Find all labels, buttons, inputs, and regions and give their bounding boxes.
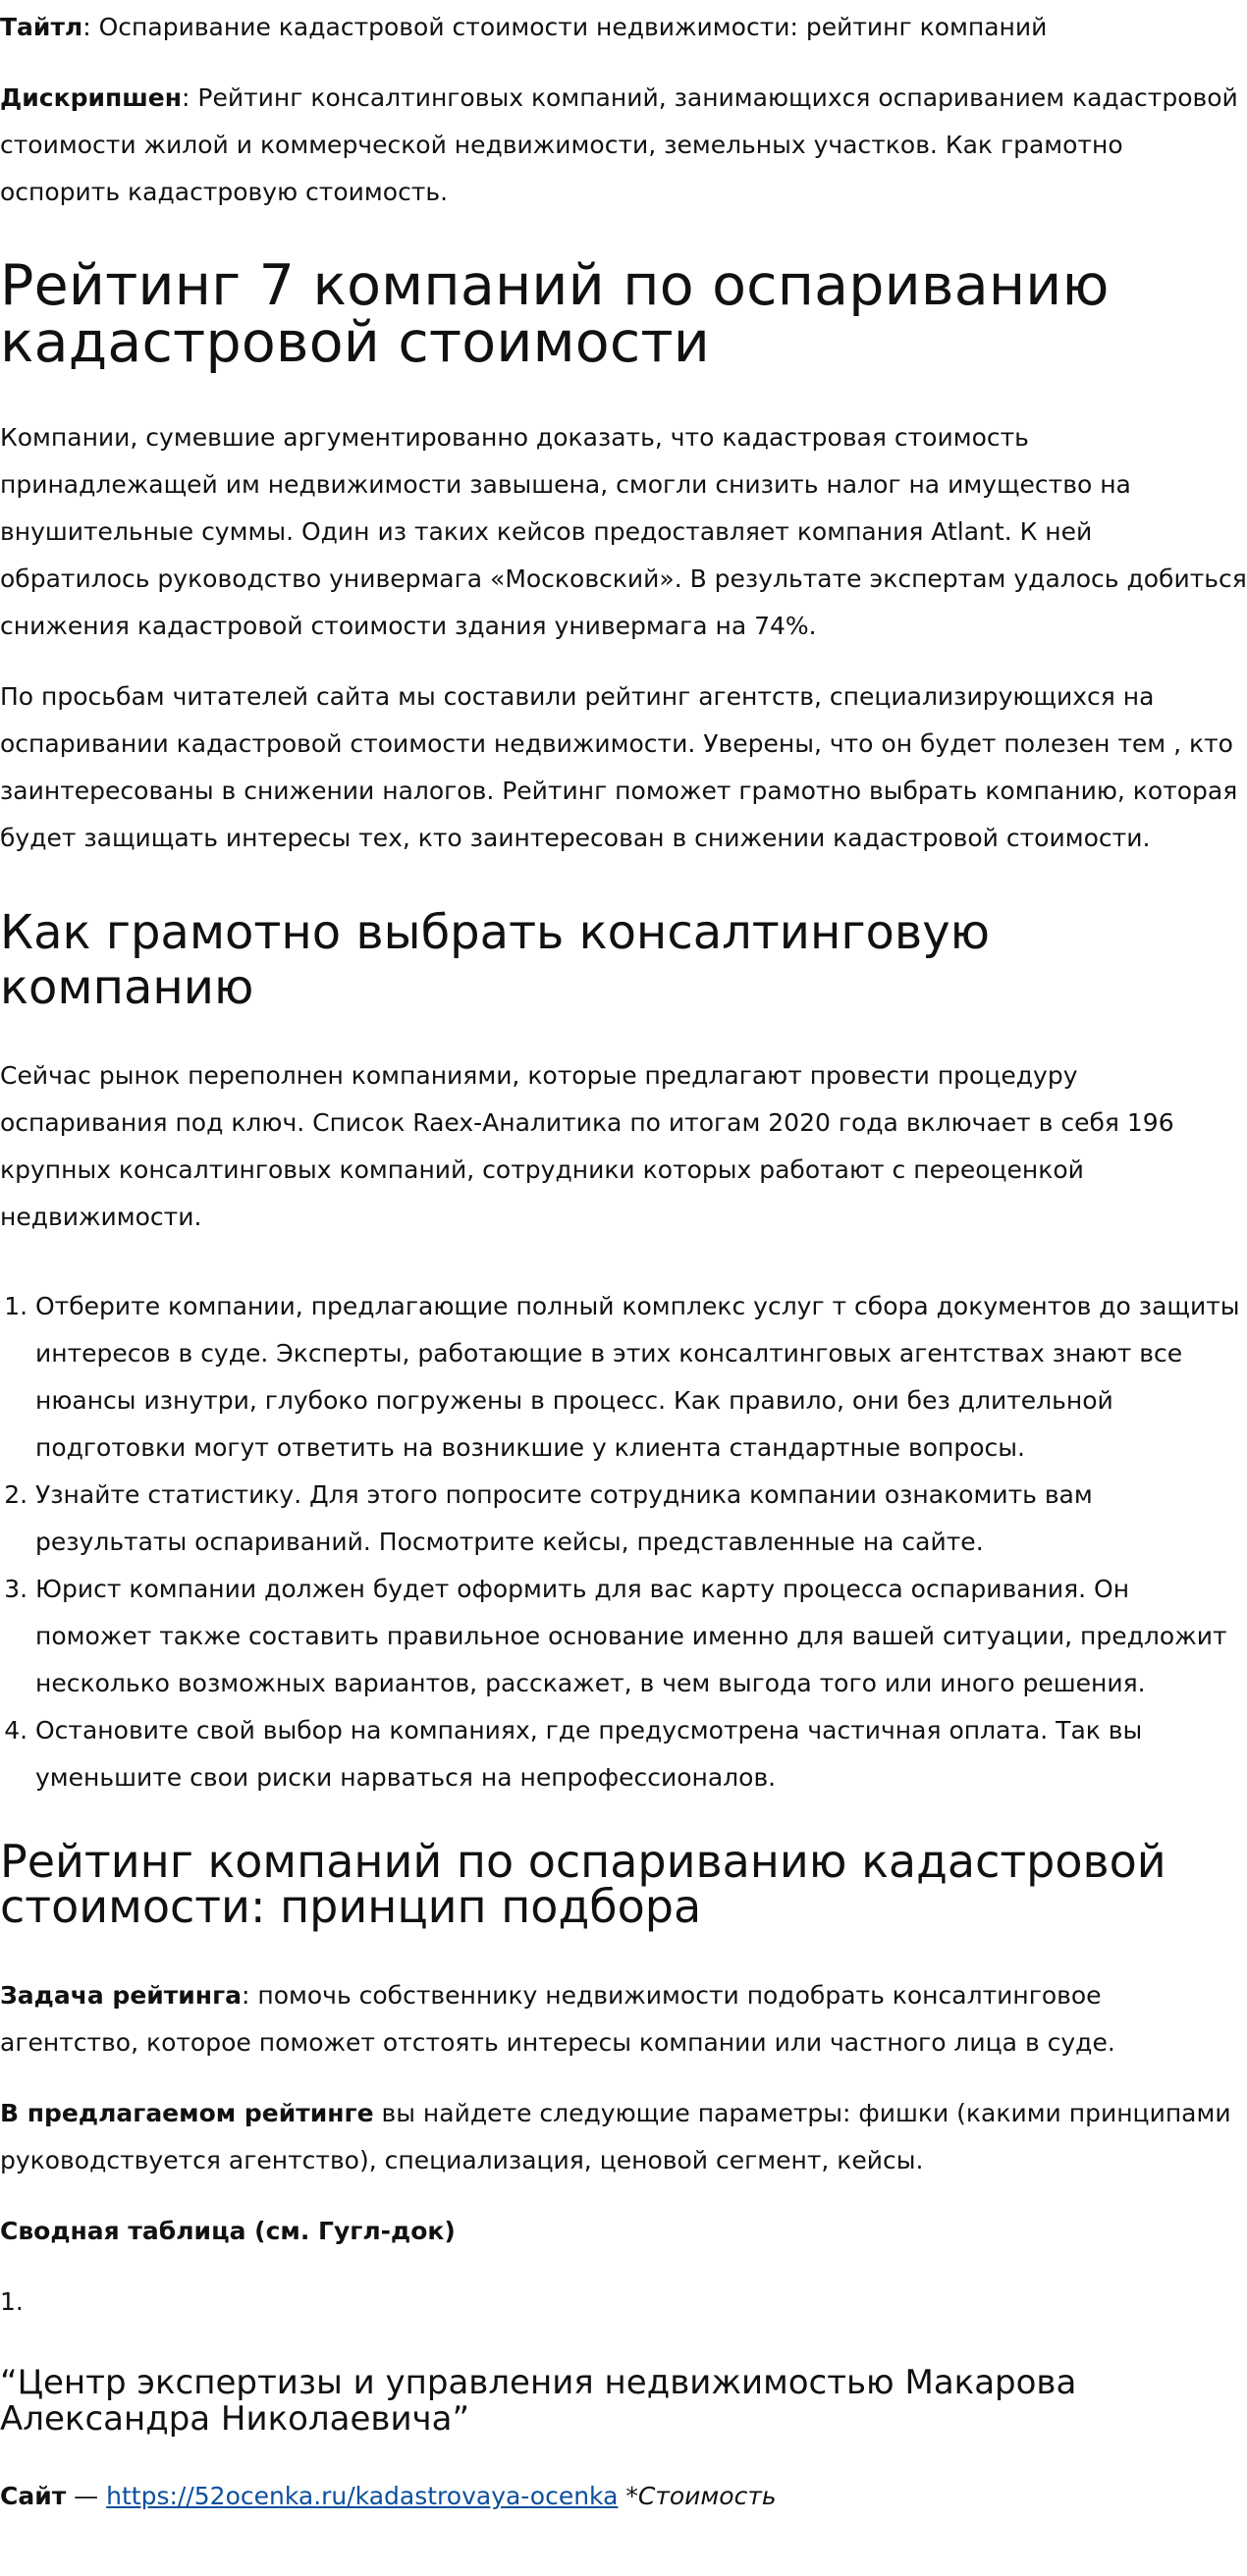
summary-table-label: Сводная таблица (см. Гугл-док) [0,2217,456,2245]
tips-list-item: 1. Отберите компании, предлагающие полный комплекс услуг т сбора документов до защиты интересов в суде. Эксперты, работающие в этих консалтинговых агентствах знают все нюансы изнутри, глубоко погружены в процесс. Как правило, они без длительной подготовки могут ответить на возникшие у клиента стандартные вопросы. [35,1283,1247,1472]
rating-params-text: вы найдете следующие параметры: фишки (какими принципами руководствуется агентство), специализация, ценовой сегмент, кейсы. [0,2099,1231,2174]
tips-list-item: 2. Узнайте статистику. Для этого попросите сотрудника компании ознакомить вам результаты оспариваний. Посмотрите кейсы, представленные на сайте. [35,1472,1247,1566]
meta-title-value: : Оспаривание кадастровой стоимости недвижимости: рейтинг компаний [82,13,1048,41]
company-site-label: Сайт [0,2482,67,2510]
tips-list-item: 3. Юрист компании должен будет оформить для вас карту процесса оспаривания. Он поможет также составить правильное основание именно для вашей ситуации, предложит несколько возможных вариантов, расскажет, в чем выгода того или иного решения. [35,1566,1247,1707]
company-site-link[interactable]: https://52ocenka.ru/kadastrovaya-ocenka [106,2482,619,2510]
company-site-dash: — [66,2482,107,2510]
meta-title [0,0,1247,51]
summary-table-note [0,2208,1247,2255]
company-site-price-note: *Стоимость [618,2482,777,2510]
meta-title-label: Тайтл [0,13,83,41]
rating-task-label: Задача рейтинга [0,1981,243,2010]
article-heading: Рейтинг 7 компаний по оспариванию кадастровой стоимости [0,253,1110,375]
company-item-number: 1. [0,2287,24,2316]
meta-description-value: : Рейтинг консалтинговых компаний, занимающихся оспариванием кадастровой стоимости жилой и коммерческой недвижимости, земельных участков. Как грамотно оспорить кадастровую стоимость. [0,83,1238,206]
tips-list [0,1283,1247,1801]
intro-paragraph-2: По просьбам читателей сайта мы составили рейтинг агентств, специализирующихся на оспаривании кадастровой стоимости недвижимости. Уверены, что он будет полезен тем , кто заинтересованы в снижении налогов. Рейтинг поможет грамотно выбрать компанию, которая будет защищать интересы тех, кто заинтересован в снижении кадастровой стоимости. [0,682,1238,852]
meta-description-label: Дискрипшен [0,83,183,112]
choose-paragraph: Сейчас рынок переполнен компаниями, которые предлагают провести процедуру оспаривания под ключ. Список Raex-Аналитика по итогам 2020 года включает в себя 196 крупных консалтинговых компаний, сотрудники которых работают с переоценкой недвижимости. [0,1061,1174,1231]
rating-task-text: : помочь собственнику недвижимости подобрать консалтинговое агентство, которое поможет отстоять интересы компании или частного лица в суде. [0,1981,1115,2057]
intro-paragraph-1: Компании, сумевшие аргументированно доказать, что кадастровая стоимость принадлежащей им недвижимости завышена, смогли снизить налог на имущество на внушительные суммы. Один из таких кейсов предоставляет компания Atlant. К ней обратилось руководство универмага «Московский». В результате экспертам удалось добиться снижения кадастровой стоимости здания универмага на 74%. [0,423,1247,640]
company-heading: “Центр экспертизы и управления недвижимостью Макарова Александра Николаевича” [0,2363,1077,2439]
rating-params-paragraph [0,2090,1247,2184]
section-heading-rating: Рейтинг компаний по оспариванию кадастровой стоимости: принцип подбора [0,1835,1166,1933]
section-heading-choose: Как грамотно выбрать консалтинговую компанию [0,905,991,1015]
company-site-line [0,2473,1247,2520]
rating-task-paragraph [0,1972,1247,2066]
tips-list-item: 4. Остановите свой выбор на компаниях, где предусмотрена частичная оплата. Так вы уменьшите свои риски нарваться на непрофессионалов. [35,1707,1247,1801]
meta-description [0,75,1247,216]
rating-params-label: В предлагаемом рейтинге [0,2099,374,2127]
